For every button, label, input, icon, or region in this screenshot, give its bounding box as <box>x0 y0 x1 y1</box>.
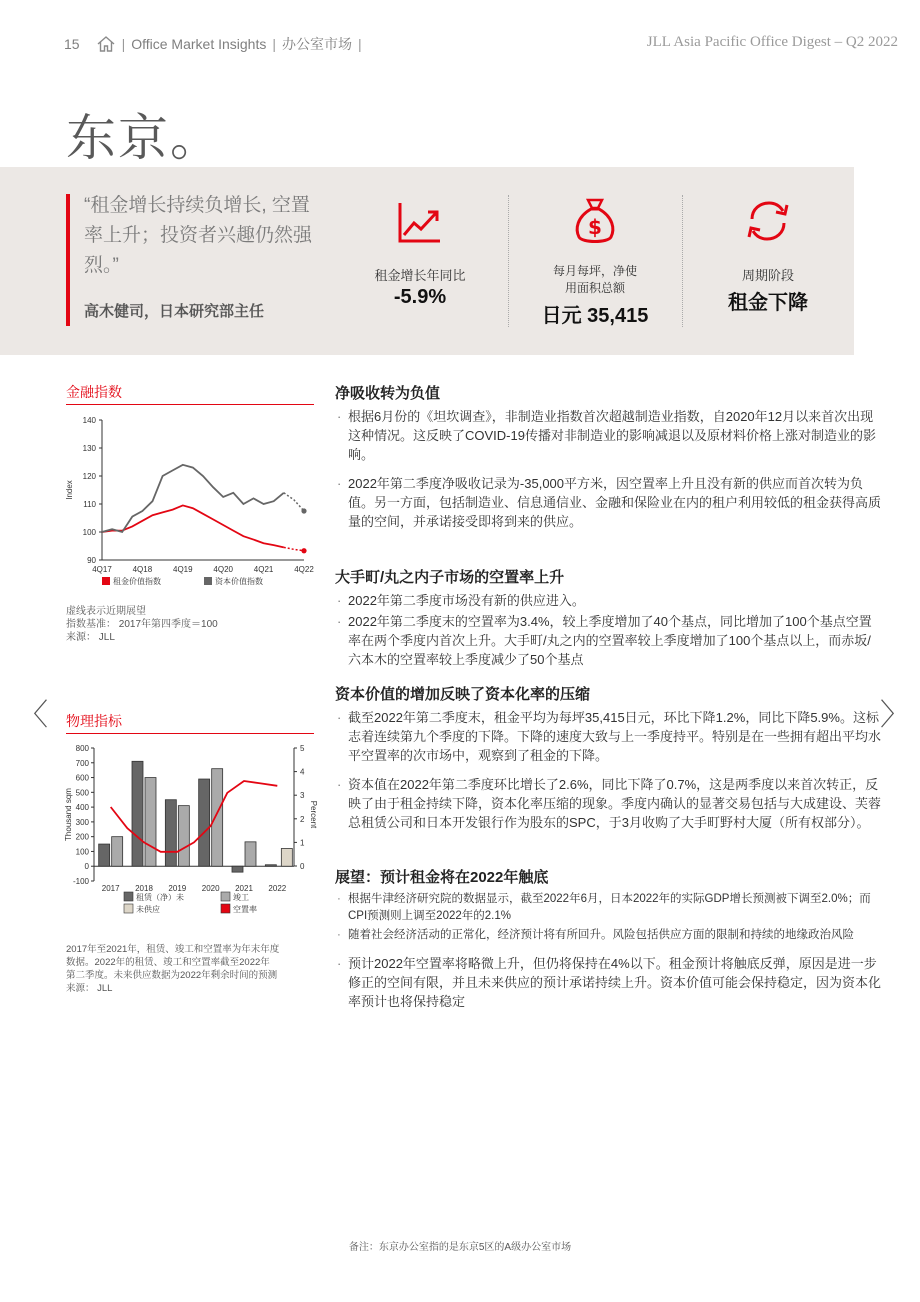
section-vacancy <box>335 566 883 679</box>
note-line: 数据。2022年的租赁、竣工和空置率截至2022年 <box>66 957 270 968</box>
stat-value: 租金下降 <box>728 292 808 314</box>
stat-cycle-phase <box>708 195 828 327</box>
y-tick-label: 800 <box>75 744 89 753</box>
y-axis-label: Index <box>65 480 74 500</box>
x-tick-label: 4Q18 <box>132 565 153 574</box>
y-tick-label: 110 <box>83 500 96 509</box>
section-heading: 展望：预计租金将在2022年触底 <box>335 869 549 886</box>
svg-text:$: $ <box>588 215 602 239</box>
y-tick-label: 200 <box>75 832 89 842</box>
section-heading: 资本价值的增加反映了资本化率的压缩 <box>335 686 591 703</box>
y2-tick-label: 4 <box>300 767 305 777</box>
stat-divider <box>508 195 509 327</box>
physical-indicators-chart <box>66 738 316 920</box>
breadcrumb-separator: | <box>358 36 362 52</box>
breadcrumb-office-market[interactable]: 办公室市场 <box>282 36 352 52</box>
stat-label: 每月每坪，净使 用面积总额 <box>552 264 637 295</box>
section-heading: 大手町/丸之内子市场的空置率上升 <box>335 569 565 586</box>
bullet-item: · 预计2022年空置率将略微上升，但仍将保持在4%以下。租金预计将触底反弹，原因是进一步修正的空间有限，并且未来供应的预计承诺持续上升。资本价值可能会保持稳定，因为资本化率预计也将保持稳定 <box>335 954 883 1011</box>
x-tick-label: 2022 <box>268 884 287 893</box>
legend-label: 租金价值指数 <box>113 577 161 586</box>
finance-index-chart <box>66 410 316 592</box>
breadcrumb-separator: | <box>121 36 126 52</box>
stat-rent-total <box>530 195 660 327</box>
y2-axis-label: Percent <box>309 800 318 829</box>
note-line: 指数基准： 2017年第四季度＝100 <box>66 619 218 630</box>
money-bag-icon <box>569 195 621 247</box>
y2-tick-label: 2 <box>300 814 305 824</box>
section-capital-values <box>335 683 883 842</box>
stat-rent-growth <box>360 195 480 327</box>
bullet-item: · 2022年第二季度末的空置率为3.4%，较上季度增加了40个基点，同比增加了100个基点空置率在两个季度内首次上升。大手町/丸之内的空置率较上季度增加了100个基点以上，而赤坂/六本木的空置率较上季度减少了50个基点 <box>335 612 883 669</box>
publication-title: JLL Asia Pacific Office Digest – Q2 2022 <box>646 34 898 50</box>
legend-label: 未供应 <box>136 905 160 914</box>
series-forecast-rent <box>284 547 304 550</box>
chevron-right-icon[interactable]: 〉 <box>880 698 910 733</box>
stat-label: 周期阶段 <box>741 268 794 283</box>
breadcrumb-separator: | <box>272 36 276 52</box>
stat-value: 日元 35,415 <box>541 305 649 327</box>
legend-label: 竣工 <box>233 893 249 902</box>
legend-swatch <box>204 577 212 585</box>
trend-up-icon <box>394 195 446 247</box>
bullet-item: · 2022年第二季度市场没有新的供应进入。 <box>335 591 883 610</box>
page-number: 15 <box>64 36 80 52</box>
physical-section-label: 物理指标 <box>66 711 314 734</box>
y-tick-label: 100 <box>75 847 89 857</box>
bar-2021-1 <box>245 842 256 866</box>
quote-author: 高木健司，日本研究部主任 <box>84 303 265 320</box>
x-tick-label: 4Q22 <box>294 565 314 574</box>
legend-swatch <box>221 892 230 901</box>
physical-chart-notes <box>66 943 316 995</box>
bar-2022-0 <box>265 865 276 867</box>
bar-2019-1 <box>178 806 189 867</box>
y-tick-label: 300 <box>75 817 89 827</box>
legend-label: 空置率 <box>233 905 257 914</box>
legend-swatch <box>221 904 230 913</box>
y-tick-label: -100 <box>72 877 89 886</box>
stat-divider <box>682 195 683 327</box>
series-line-rent <box>102 505 284 547</box>
y-axis-label: Thousand sqm <box>64 788 73 841</box>
y-tick-label: 600 <box>75 773 89 783</box>
section-heading: 净吸收转为负值 <box>335 385 441 402</box>
y-tick-label: 500 <box>75 788 89 798</box>
bullet-item: · 根据6月份的《坦坎调查》，非制造业指数首次超越制造业指数，自2020年12月以来首次出现这种情况。这反映了COVID-19传播对非制造业的影响减退以及原材料价格上涨对制造业的影响。 <box>335 407 883 464</box>
footer-note: 备注：东京办公室指的是东京5区的A级办公室市场 <box>348 1242 572 1253</box>
bullet-item: · 随着社会经济活动的正常化，经济预计将有所回升。风险包括供应方面的限制和持续的地缘政治风险 <box>335 927 883 944</box>
note-line: 虚线表示近期展望 <box>66 606 146 617</box>
legend-label: 资本价值指数 <box>215 577 263 586</box>
bar-2022-2 <box>281 848 292 866</box>
city-title: 东京。 <box>66 109 222 167</box>
y-tick-label: 140 <box>82 416 96 425</box>
y-tick-label: 90 <box>87 556 96 565</box>
legend-label: 租赁（净）未 <box>136 893 184 902</box>
legend-swatch <box>124 904 133 913</box>
x-tick-label: 4Q19 <box>173 565 193 574</box>
forecast-endpoint <box>301 548 306 553</box>
bar-2019-0 <box>165 800 176 867</box>
summary-banner <box>0 167 854 355</box>
x-tick-label: 2018 <box>135 884 153 893</box>
bar-2020-1 <box>212 769 223 867</box>
y-tick-label: 400 <box>75 803 89 813</box>
bullet-item: · 根据牛津经济研究院的数据显示，截至2022年6月，日本2022年的实际GDP增长预测被下调至2.0%；而CPI预测则上调至2022年的2.1% <box>335 891 883 925</box>
finance-section-label: 金融指数 <box>66 382 314 405</box>
bullet-item: · 2022年第二季度净吸收记录为-35,000平方米，因空置率上升且没有新的供应而首次转为负值。另一方面，包括制造业、信息通信业、金融和保险业在内的租户利用较低的租金获得高质量的空间，并承诺接受即将到来的供应。 <box>335 474 883 531</box>
cycle-arrows-icon <box>742 195 794 247</box>
section-net-absorption <box>335 382 883 541</box>
chevron-left-icon[interactable]: 〈 <box>18 698 48 733</box>
y-tick-label: 0 <box>84 862 89 872</box>
note-line: 来源： JLL <box>66 983 113 994</box>
y2-tick-label: 1 <box>300 838 305 848</box>
note-line: 第二季度。未来供应数据为2022年剩余时间的预测 <box>66 970 278 981</box>
legend-swatch <box>102 577 110 585</box>
bullet-item: · 资本值在2022年第二季度环比增长了2.6%，同比下降了0.7%，这是两季度以来首次转正，反映了由于租金持续下降，资本化率压缩的现象。季度内确认的显著交易包括与大成建设、芙蓉总租赁公司和日本开发银行作为股东的SPC，于3月收购了大手町野村大厦（所有权部分）。 <box>335 775 883 832</box>
y2-tick-label: 3 <box>300 791 305 801</box>
section-outlook <box>335 866 883 1021</box>
quote-text: “租金增长持续负增长, 空置率上升；投资者兴趣仍然强烈。” <box>84 195 313 276</box>
finance-chart-notes <box>66 605 316 644</box>
stat-value: -5.9% <box>393 286 447 308</box>
x-tick-label: 4Q21 <box>253 565 274 574</box>
note-line: 来源： JLL <box>66 632 115 643</box>
bullet-item: · 截至2022年第二季度末，租金平均为每坪35,415日元，环比下降1.2%，同比下降5.9%。这标志着连续第九个季度的下降。下降的速度大致与上一季度持平。特别是在一些拥有超出平均水平空置率的次市场中，观察到了租金的下降。 <box>335 708 883 765</box>
y2-tick-label: 5 <box>300 744 305 753</box>
note-line: 2017年至2021年，租赁、竣工和空置率为年末年度 <box>66 944 280 955</box>
y-tick-label: 120 <box>82 472 96 481</box>
bar-2018-0 <box>132 761 143 866</box>
bar-2021-0 <box>232 866 243 872</box>
forecast-endpoint <box>301 508 306 513</box>
stat-label: 租金增长年同比 <box>374 268 466 283</box>
bar-2017-0 <box>99 844 110 866</box>
x-tick-label: 4Q20 <box>213 565 233 574</box>
bar-2018-1 <box>145 778 156 867</box>
page-header <box>64 34 898 56</box>
bar-2020-0 <box>199 779 210 866</box>
home-icon[interactable] <box>96 35 116 53</box>
breadcrumb <box>64 34 362 54</box>
y-tick-label: 700 <box>75 758 89 768</box>
y-tick-label: 130 <box>82 444 96 453</box>
y-tick-label: 100 <box>82 528 96 537</box>
bar-2017-1 <box>112 837 123 867</box>
y2-tick-label: 0 <box>300 862 305 871</box>
x-tick-label: 4Q17 <box>92 565 112 574</box>
x-tick-label: 2020 <box>201 884 220 893</box>
legend-swatch <box>124 892 133 901</box>
x-tick-label: 2021 <box>235 884 253 893</box>
breadcrumb-office-market-insights[interactable]: Office Market Insights <box>131 36 267 52</box>
x-tick-label: 2019 <box>168 884 187 893</box>
series-forecast-capital <box>284 493 304 511</box>
x-tick-label: 2017 <box>101 884 120 893</box>
series-line-capital <box>102 465 284 532</box>
quote-accent-bar <box>66 194 70 326</box>
